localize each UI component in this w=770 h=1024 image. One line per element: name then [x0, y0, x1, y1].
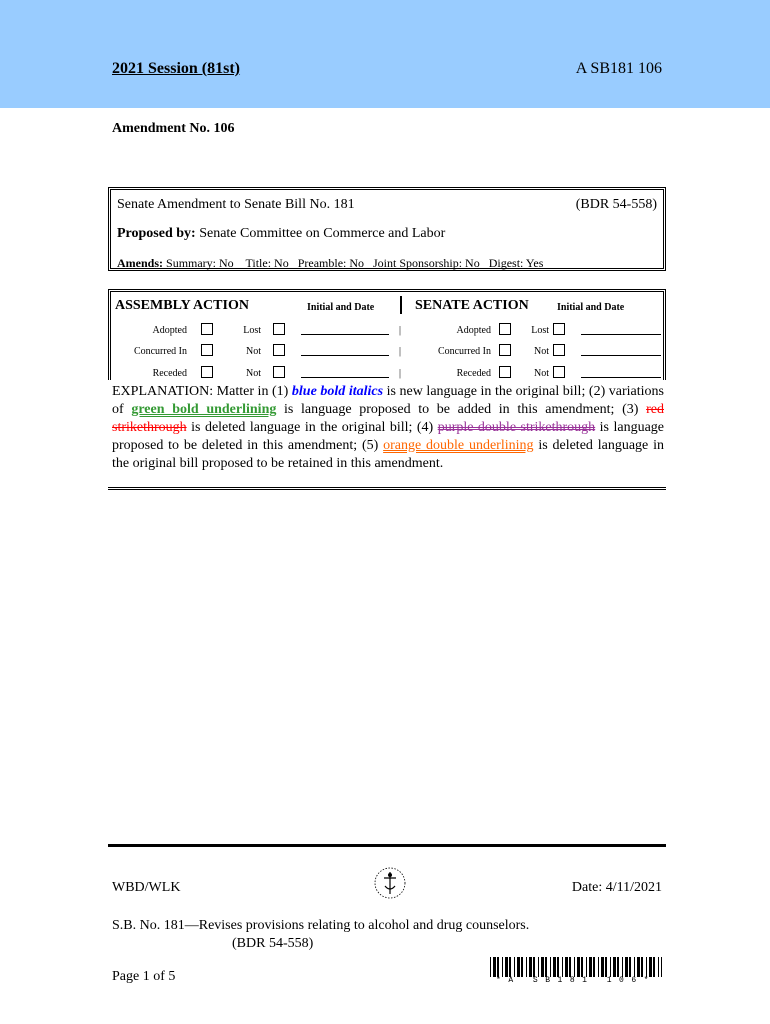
assembly-not-label-1: Not	[246, 346, 261, 357]
senate-concurred-checkbox[interactable]	[499, 344, 511, 356]
amends-label: Amends:	[117, 256, 164, 270]
assembly-receded-label: Receded	[152, 368, 187, 379]
senate-receded-label: Receded	[456, 368, 491, 379]
senate-receded-checkbox[interactable]	[499, 366, 511, 378]
assembly-lost-label: Lost	[243, 325, 261, 336]
barcode-text: *A SB181 106*	[496, 976, 656, 985]
legend-orange: orange double underlining	[383, 438, 534, 453]
bdr-number: (BDR 54-558)	[575, 197, 657, 212]
session-label: 2021 Session (81st)	[112, 60, 241, 77]
proposed-by-label: Proposed by:	[117, 226, 196, 241]
senate-lost-label: Lost	[531, 325, 549, 336]
senate-adopted-label: Adopted	[456, 325, 491, 336]
legend-red: red strikethrough	[112, 402, 664, 435]
explanation-part-6: is deleted language in the original bill proposed to be retained in this amendment.	[112, 438, 664, 471]
explanation-part-5: is language proposed to be deleted in this amendment; (5)	[112, 420, 664, 453]
section-divider	[400, 296, 402, 314]
assembly-bar-1: |	[399, 325, 402, 336]
amendment-title: Senate Amendment to Senate Bill No. 181	[117, 197, 355, 212]
senate-concurred-label: Concurred In	[437, 346, 491, 357]
senate-not-label-1: Not	[534, 346, 549, 357]
assembly-bar-2: |	[399, 346, 402, 357]
barcode-icon	[490, 957, 662, 977]
senate-line-2	[581, 355, 661, 356]
bill-bdr: (BDR 54-558)	[232, 936, 314, 951]
explanation-rule	[108, 487, 666, 490]
assembly-concurred-label: Concurred In	[133, 346, 187, 357]
assembly-concurred-checkbox[interactable]	[201, 344, 213, 356]
explanation-part-2: is new language in the original bill; (2) variations of	[112, 384, 665, 417]
proposed-by-value: Senate Committee on Commerce and Labor	[199, 226, 446, 241]
action-box	[108, 289, 666, 380]
amendment-date: Date: 4/11/2021	[571, 880, 662, 895]
senate-line-1	[581, 334, 661, 335]
assembly-initial-date: Initial and Date	[307, 302, 375, 313]
assembly-line-2	[301, 355, 389, 356]
legend-purple: purple double strikethrough	[437, 420, 596, 435]
amends-row	[117, 256, 543, 271]
header-band	[0, 0, 770, 108]
assembly-lost-checkbox[interactable]	[273, 323, 285, 335]
senate-action-title: SENATE ACTION	[415, 298, 529, 313]
assembly-action-title: ASSEMBLY ACTION	[115, 298, 249, 313]
page-number: Page 1 of 5	[112, 969, 176, 984]
explanation-text	[112, 383, 664, 473]
assembly-not-label-2: Not	[246, 368, 261, 379]
amendment-number: Amendment No. 106	[112, 121, 235, 136]
explanation-part-1: EXPLANATION: Matter in (1)	[112, 384, 292, 399]
assembly-line-3	[301, 377, 389, 378]
legend-green: green bold underlining	[131, 402, 277, 417]
senate-lost-checkbox[interactable]	[553, 323, 565, 335]
footer-rule	[108, 844, 666, 847]
assembly-adopted-checkbox[interactable]	[201, 323, 213, 335]
assembly-line-1	[301, 334, 389, 335]
assembly-adopted-label: Adopted	[152, 325, 187, 336]
senate-not-label-2: Not	[534, 368, 549, 379]
drafter-initials: WBD/WLK	[112, 880, 181, 895]
senate-initial-date: Initial and Date	[557, 302, 625, 313]
senate-not-checkbox-2[interactable]	[553, 366, 565, 378]
proposed-by	[117, 226, 445, 242]
assembly-receded-checkbox[interactable]	[201, 366, 213, 378]
senate-adopted-checkbox[interactable]	[499, 323, 511, 335]
amendment-code: A SB181 106	[575, 60, 662, 77]
assembly-bar-3: |	[399, 368, 402, 379]
explanation-part-4: is deleted language in the original bill; (4)	[186, 420, 438, 435]
legend-blue: blue bold italics	[291, 384, 384, 399]
senate-line-3	[581, 377, 661, 378]
explanation-part-3: is language proposed to be added in this amendment; (3)	[276, 402, 647, 417]
amendment-info-box	[108, 187, 666, 271]
bill-summary: S.B. No. 181—Revises provisions relating to alcohol and drug counselors.	[112, 918, 530, 933]
amends-value: Summary: No Title: No Preamble: No Joint Sponsorship: No Digest: Yes	[166, 256, 544, 270]
senate-not-checkbox-1[interactable]	[553, 344, 565, 356]
assembly-not-checkbox-1[interactable]	[273, 344, 285, 356]
assembly-not-checkbox-2[interactable]	[273, 366, 285, 378]
state-seal-icon	[373, 866, 407, 900]
